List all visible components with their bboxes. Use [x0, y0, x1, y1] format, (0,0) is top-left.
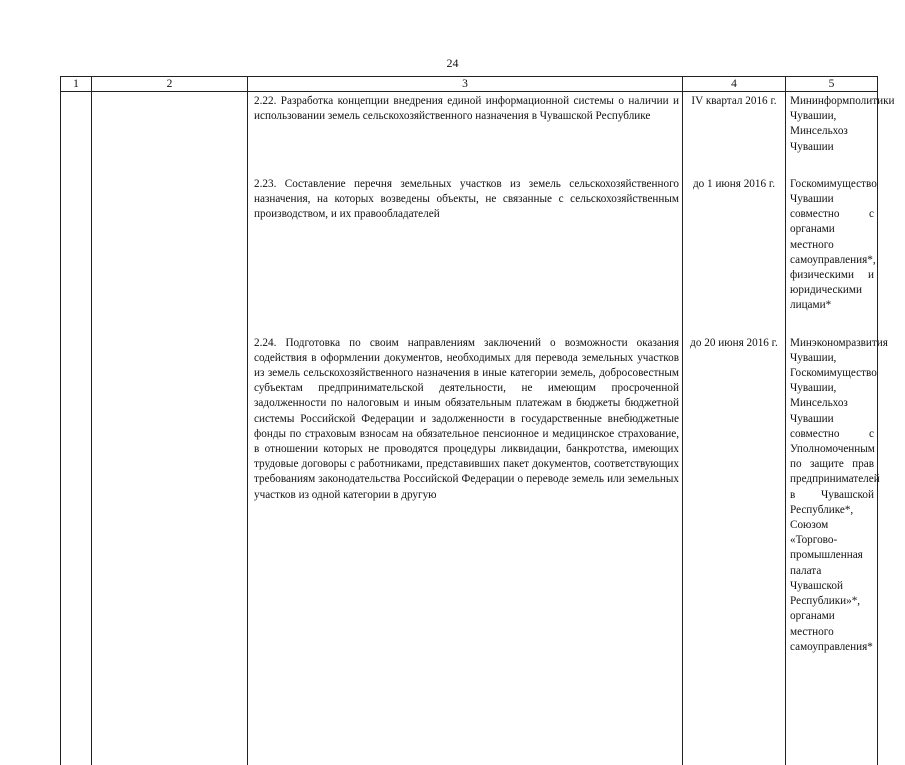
empty-cell — [61, 177, 92, 314]
executors-text: Минэкономразвития Чувашии, Госкомимущество Чувашии, Минсельхоз Чувашии совместно с Уполномоченным по защите прав предпринимателей в Чувашской Республике*, Союзом «Торгово-промышленная палата Чувашской Республики»*, органами местного самоуправления* — [790, 336, 888, 653]
deadline-cell — [683, 92, 786, 155]
column-number-3: 3 — [248, 77, 683, 92]
page-number: 24 — [446, 56, 459, 70]
column-number-5: 5 — [786, 77, 878, 92]
deadline-text: до 1 июня 2016 г. — [692, 177, 776, 190]
row-spacer — [61, 655, 878, 765]
task-text: 2.23. Составление перечня земельных участков из земель сельскохозяйственного назначения, на которых возведены объекты, не связанные с сельскохозяйственным производством, и их правообладателей — [254, 177, 679, 221]
executors-cell — [786, 336, 888, 655]
task-cell — [248, 177, 683, 314]
executors-text: Мининформполитики Чувашии, Минсельхоз Чувашии — [790, 95, 895, 153]
deadline-text: до 20 июня 2016 г. — [690, 336, 778, 349]
empty-cell — [92, 92, 248, 155]
empty-cell — [92, 336, 248, 655]
table-header-row — [61, 77, 878, 92]
table-row — [61, 336, 878, 655]
column-number-1: 1 — [61, 77, 92, 92]
table-row — [61, 92, 878, 155]
empty-cell — [61, 92, 92, 155]
executors-text: Госкомимущество Чувашии совместно с органами местного самоуправления*, физическими и юридическими лицами* — [790, 177, 877, 312]
measures-table — [60, 76, 895, 765]
column-number-2: 2 — [92, 77, 248, 92]
task-text: 2.24. Подготовка по своим направлениям заключений о возможности оказания содействия в оформлении документов, необходимых для перевода земельных участков из земель сельскохозяйственного назначения в иные категории земель, добросовестным субъектам предпринимательской деятельности, не имеющим просроченной задолженности по налоговым и иным обязательным платежам в бюджеты бюджетной системы Российской Федерации и задолженности в государственные внебюджетные фонды по страховым взносам на обязательное пенсионное и медицинское страхование, в отношении которых не проводятся процедуры ликвидации, банкротства, имеющих трудовые договоры с работниками, представивших пакет документов, соответствующих требованиям законодательства Российской Федерации о переводе земель или земельных участков из одной категории в другую — [254, 336, 679, 501]
table-row — [61, 177, 878, 314]
task-cell — [248, 336, 683, 655]
deadline-cell — [683, 336, 786, 655]
empty-cell — [92, 177, 248, 314]
deadline-cell — [683, 177, 786, 314]
row-spacer — [61, 314, 878, 336]
executors-cell — [786, 177, 878, 314]
task-cell — [248, 92, 683, 155]
task-text: 2.22. Разработка концепции внедрения единой информационной системы о наличии и использовании земель сельскохозяйственного назначения в Чувашской Республике — [254, 95, 679, 123]
empty-cell — [61, 336, 92, 655]
deadline-text: IV квартал 2016 г. — [691, 95, 777, 107]
executors-cell — [786, 92, 895, 155]
column-number-4: 4 — [683, 77, 786, 92]
row-spacer — [61, 155, 878, 177]
